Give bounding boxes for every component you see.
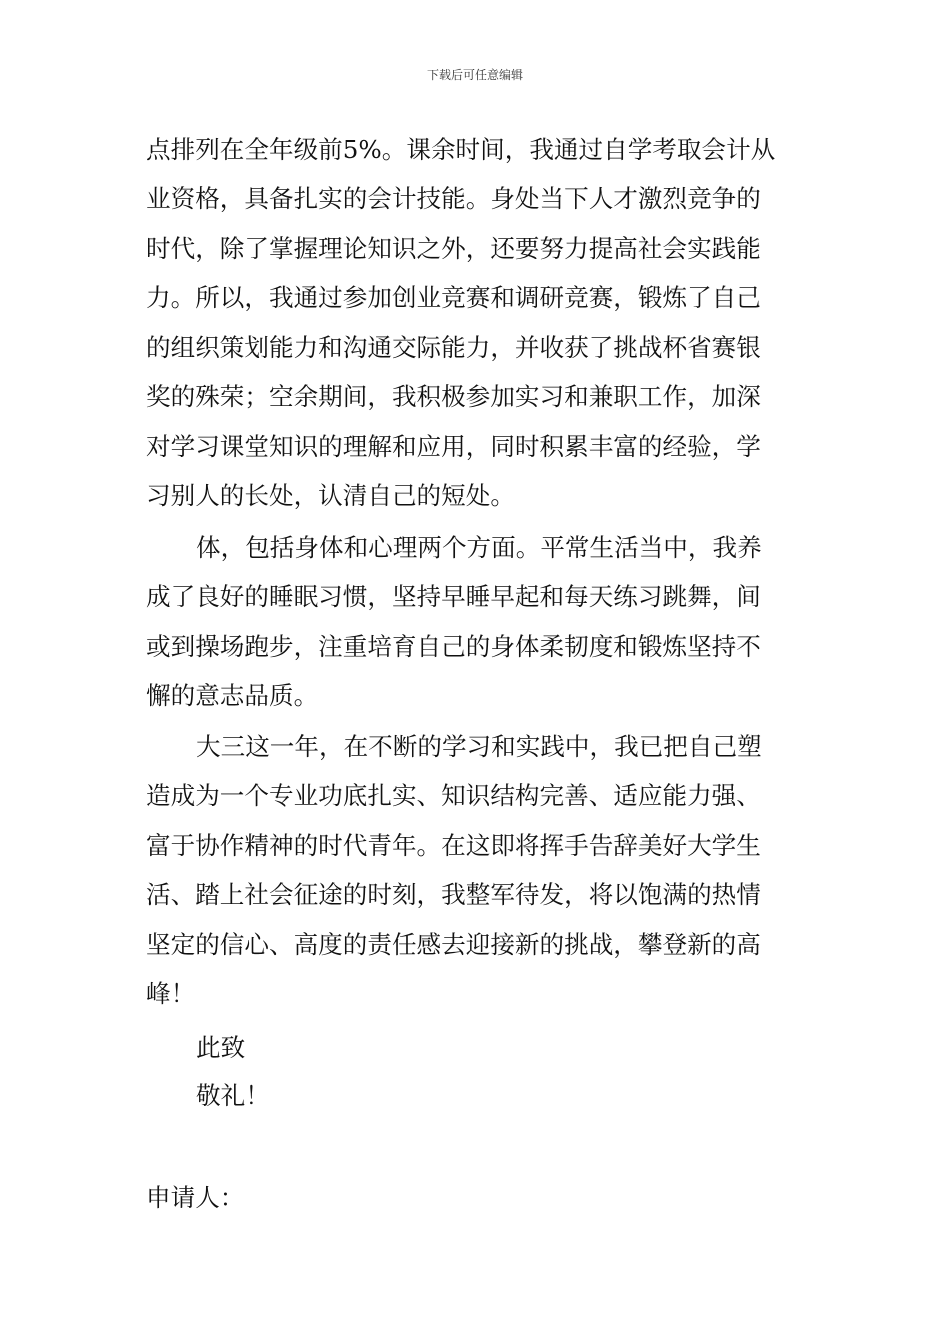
body-line: 的组织策划能力和沟通交际能力，并收获了挑战杯省赛银	[146, 333, 761, 362]
body-line: 活、踏上社会征途的时刻，我整军待发，将以饱满的热情	[146, 880, 761, 909]
body-line: 成了良好的睡眠习惯，坚持早睡早起和每天练习跳舞，间	[146, 582, 761, 611]
body-line: 力。所以，我通过参加创业竞赛和调研竞赛，锻炼了自己	[146, 283, 761, 312]
body-line: 体，包括身体和心理两个方面。平常生活当中，我养	[196, 533, 762, 562]
body-line: 或到操场跑步，注重培育自己的身体柔韧度和锻炼坚持不	[146, 632, 761, 661]
body-line: 造成为一个专业功底扎实、知识结构完善、适应能力强、	[146, 781, 761, 810]
closing-salutation: 此致	[196, 1033, 246, 1062]
body-line: 时代，除了掌握理论知识之外，还要努力提高社会实践能	[146, 234, 761, 263]
body-line: 习别人的长处，认清自己的短处。	[146, 481, 515, 510]
body-line: 懈的意志品质。	[146, 681, 319, 710]
body-line: 坚定的信心、高度的责任感去迎接新的挑战，攀登新的高	[146, 930, 761, 959]
body-line: 对学习课堂知识的理解和应用，同时积累丰富的经验，学	[146, 432, 761, 461]
body-line: 业资格，具备扎实的会计技能。身处当下人才激烈竞争的	[146, 184, 761, 213]
body-line: 奖的殊荣；空余期间，我积极参加实习和兼职工作，加深	[146, 382, 761, 411]
body-line: 峰！	[146, 979, 196, 1008]
closing-regards: 敬礼！	[196, 1081, 270, 1110]
body-line: 大三这一年，在不断的学习和实践中，我已把自己塑	[196, 732, 762, 761]
body-line: 富于协作精神的时代青年。在这即将挥手告辞美好大学生	[146, 831, 761, 860]
body-line: 点排列在全年级前5%。课余时间，我通过自学考取会计从	[146, 135, 776, 164]
applicant-label: 申请人：	[146, 1183, 245, 1212]
page-header: 下载后可任意编辑	[426, 68, 523, 82]
